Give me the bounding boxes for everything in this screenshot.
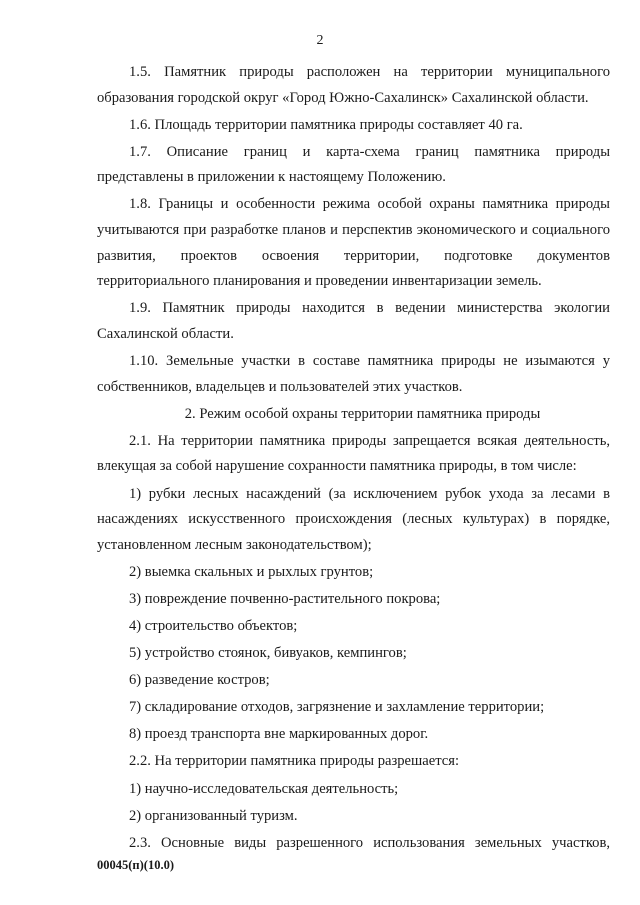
paragraph-1-8: 1.8. Границы и особенности режима особой охраны памятника природы учитываются при разработке планов и перспектив экономического и социального развития, проектов освоения территории, подготовке документов территориального планирования и проведении инвентаризации земель. [97,196,610,290]
paragraph-1-9: 1.9. Памятник природы находится в ведении министерства экологии Сахалинской области. [97,300,610,342]
page-number: 2 [316,33,324,48]
list-item-2-1-6: 6) разведение костров; [129,672,270,689]
list-item-2-1-5: 5) устройство стоянок, бивуаков, кемпингов; [129,645,407,662]
list-item-2-1-8: 8) проезд транспорта вне маркированных дорог. [129,726,429,743]
section-heading-2: 2. Режим особой охраны территории памятника природы [184,405,541,422]
paragraph-1-10: 1.10. Земельные участки в составе памятника природы не изымаются у собственников, владельцев и пользователей этих участков. [97,353,610,395]
list-item-2-1-3: 3) повреждение почвенно-растительного покрова; [129,590,441,607]
list-item-2-2-1: 1) научно-исследовательская деятельность; [129,780,399,797]
list-item-2-1-4: 4) строительство объектов; [129,617,298,634]
paragraph-1-7: 1.7. Описание границ и карта-схема границ памятника природы представлены в приложении к настоящему Положению. [97,143,610,186]
document-footer-code: 00045(п)(10.0) [97,858,174,872]
list-item-2-1-2: 2) выемка скальных и рыхлых грунтов; [129,563,374,580]
list-item-2-2-2: 2) организованный туризм. [129,807,298,824]
paragraph-1-6: 1.6. Площадь территории памятника природы составляет 40 га. [129,116,523,133]
paragraph-1-5: 1.5. Памятник природы расположен на территории муниципального образования городской округ «Город Южно-Сахалинск» Сахалинской области. [97,64,610,106]
list-item-2-1-7: 7) складирование отходов, загрязнение и захламление территории; [129,699,545,716]
paragraph-2-3: 2.3. Основные виды разрешенного использования земельных участков, [129,834,610,851]
list-item-2-1-1: 1) рубки лесных насаждений (за исключением рубок ухода за лесами в насаждениях искусственного происхождения (лесных культурах) в порядке, установленном лесным законодательством); [97,485,610,553]
paragraph-2-2: 2.2. На территории памятника природы разрешается: [129,753,460,770]
document-body [97,60,610,858]
paragraph-2-1: 2.1. На территории памятника природы запрещается всякая деятельность, влекущая за собой нарушение сохранности памятника природы, в том числе: [97,432,610,475]
